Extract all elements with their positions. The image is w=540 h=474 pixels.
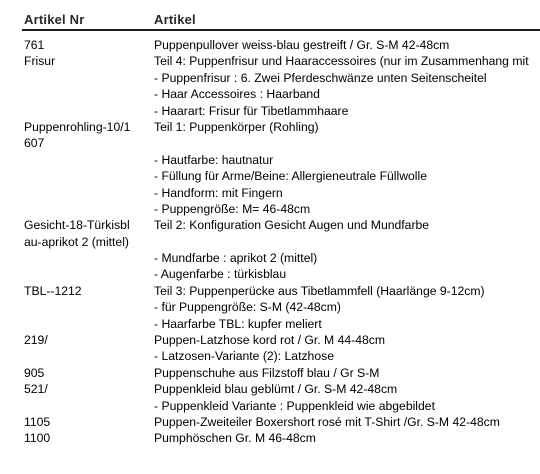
table-row: [0, 283, 540, 299]
article-number-cell: 521/: [24, 382, 48, 397]
table-row: [0, 168, 540, 184]
article-description-cell: - Puppenfrisur : 6. Zwei Pferdeschwänze unten Seitenscheitel: [154, 70, 487, 85]
article-description-cell: - Hautfarbe: hautnatur: [154, 152, 274, 167]
column-header-artikel: Artikel: [154, 12, 196, 27]
article-description-cell: - Augenfarbe : türkisblau: [154, 267, 287, 282]
column-header-artikel-nr: Artikel Nr: [24, 12, 85, 27]
table-row: [0, 37, 540, 53]
article-description-cell: - Haarfarbe TBL: kupfer meliert: [154, 316, 322, 331]
article-number-cell: 1100: [24, 431, 51, 446]
article-number-cell: TBL--1212: [24, 283, 82, 298]
table-row: [0, 86, 540, 102]
article-description-cell: - Handform: mit Fingern: [154, 185, 283, 200]
article-description-cell: Puppenpullover weiss-blau gestreift / Gr. S-M 42-48cm: [154, 38, 450, 52]
table-row: [0, 430, 540, 446]
article-description-cell: Teil 3: Puppenperücke aus Tibetlammfell (Haarlänge 9-12cm): [154, 283, 485, 298]
article-description-cell: - Puppenkleid Variante : Puppenkleid wie abgebildet: [154, 398, 435, 413]
table-row: [0, 70, 540, 86]
article-number-cell: 905: [24, 365, 45, 380]
table-row: [0, 316, 540, 332]
article-number-cell: 219/: [24, 333, 48, 348]
article-number-cell: 607: [24, 136, 45, 151]
article-description-cell: - Haar Accessoires : Haarband: [154, 87, 320, 102]
article-description-cell: Puppen-Zweiteiler Boxershort rosé mit T-Shirt /Gr. S-M 42-48cm: [154, 414, 500, 429]
table-row: [0, 234, 540, 250]
article-description-cell: Puppenkleid blau geblümt / Gr. S-M 42-48cm: [154, 382, 398, 397]
article-description-cell: - Mundfarbe : aprikot 2 (mittel): [154, 251, 318, 266]
article-number-cell: Frisur: [24, 54, 56, 69]
table-row: [0, 266, 540, 282]
table-header: [0, 0, 540, 30]
article-description-cell: Pumphöschen Gr. M 46-48cm: [154, 431, 316, 446]
article-description-cell: Teil 1: Puppenkörper (Rohling): [154, 119, 319, 134]
table-row: [0, 348, 540, 364]
article-description-cell: - für Puppengröße: S-M (42-48cm): [154, 300, 341, 315]
table-row: [0, 365, 540, 381]
article-description-cell: - Haarart: Frisur für Tibetlammhaare: [154, 103, 349, 118]
article-description-cell: Teil 4: Puppenfrisur und Haaraccessoires (nur im Zusammenhang mit: [154, 54, 529, 69]
table-row: [0, 381, 540, 397]
table-body: [0, 37, 540, 447]
article-number-cell: Puppenrohling-10/1: [24, 119, 131, 134]
header-divider: [22, 29, 540, 31]
article-description-cell: Teil 2: Konfiguration Gesicht Augen und Mundfarbe: [154, 218, 430, 233]
article-number-cell: 1105: [24, 414, 51, 429]
table-row: [0, 398, 540, 414]
table-row: [0, 185, 540, 201]
table-row: [0, 103, 540, 119]
article-description-cell: - Latzosen-Variante (2): Latzhose: [154, 349, 334, 364]
table-row: [0, 119, 540, 135]
table-row: [0, 332, 540, 348]
article-number-cell: au-aprikot 2 (mittel): [24, 234, 129, 249]
article-description-cell: - Füllung für Arme/Beine: Allergieneutrale Füllwolle: [154, 169, 427, 184]
table-row: [0, 299, 540, 315]
table-row: [0, 53, 540, 69]
table-row: [0, 135, 540, 151]
article-number-cell: Gesicht-18-Türkisbl: [24, 218, 130, 233]
table-row: [0, 217, 540, 233]
article-number-cell: 761: [24, 38, 45, 52]
table-row: [0, 250, 540, 266]
table-row: [0, 201, 540, 217]
table-row: [0, 152, 540, 168]
article-description-cell: - Puppengröße: M= 46-48cm: [154, 201, 311, 216]
article-description-cell: Puppen-Latzhose kord rot / Gr. M 44-48cm: [154, 333, 385, 348]
article-description-cell: Puppenschuhe aus Filzstoff blau / Gr S-M: [154, 365, 380, 380]
table-row: [0, 414, 540, 430]
